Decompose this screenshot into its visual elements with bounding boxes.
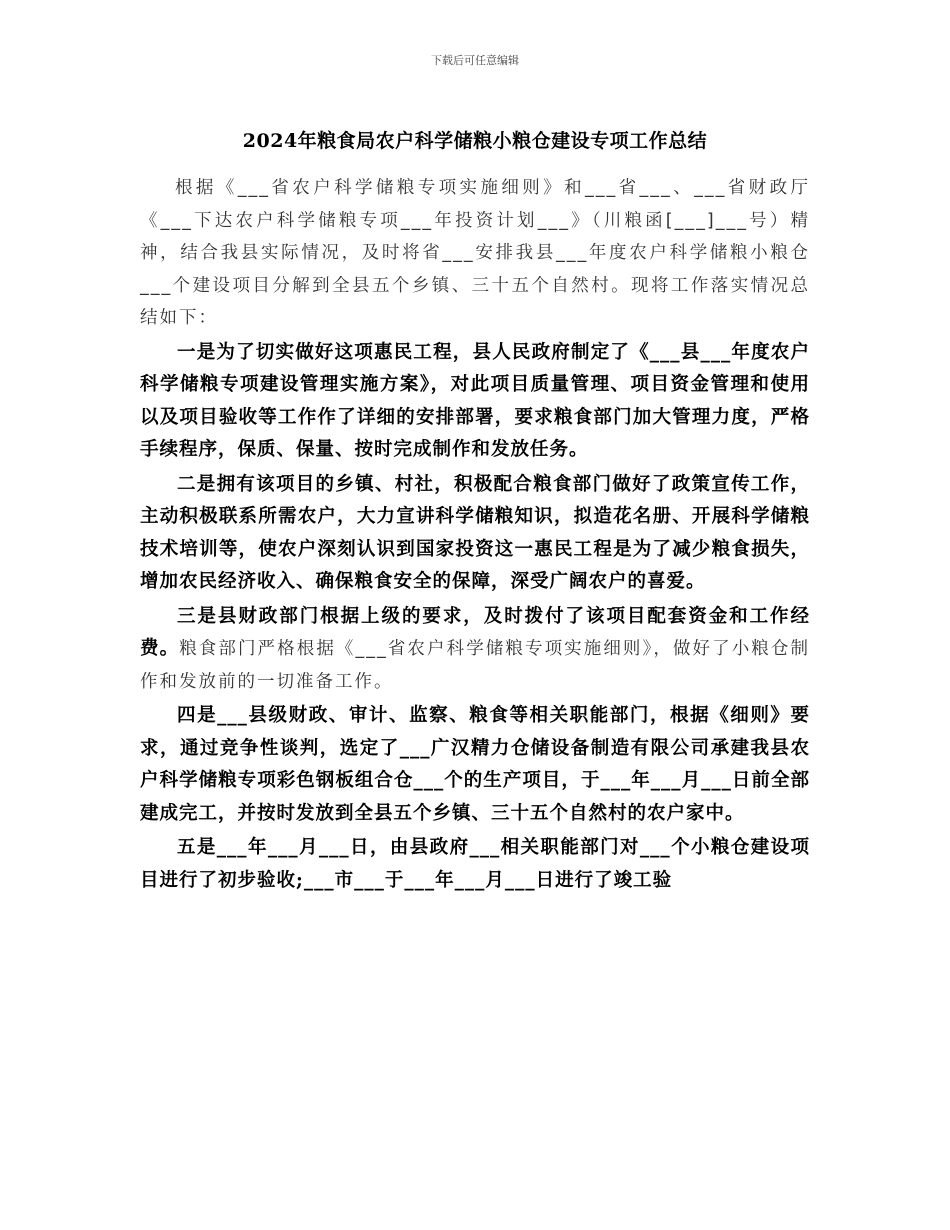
paragraph-4: 四是___县级财政、审计、监察、粮食等相关职能部门，根据《细则》要求，通过竞争性谈判，选定了___广汉精力仓储设备制造有限公司承建我县农户科学储粮专项彩色钢板组合仓___个的生产项目，于___年___月___日前全部建成完工，并按时发放到全县五个乡镇、三十五个自然村的农户家中。 xyxy=(140,705,810,824)
paragraph-3-bold: 三是县财政部门根据上级的要求，及时拨付了该项目配套资金和工作经费。 xyxy=(140,605,810,659)
paragraph-3-light: 粮食部门严格根据《___省农户科学储粮专项实施细则》，做好了小粮仓制作和发放前的一切准备工作。 xyxy=(140,639,810,692)
document-body xyxy=(140,172,810,899)
paragraph-2: 二是拥有该项目的乡镇、村社，积极配合粮食部门做好了政策宣传工作，主动积极联系所需农户，大力宣讲科学储粮知识，拟造花名册、开展科学储粮技术培训等，使农户深刻认识到国家投资这一惠民工程是为了减少粮食损失，增加农民经济收入、确保粮食安全的保障，深受广阔农户的喜爱。 xyxy=(140,473,810,592)
paragraph-3 xyxy=(140,601,810,699)
paragraph-1: 一是为了切实做好这项惠民工程，县人民政府制定了《___县___年度农户科学储粮专项建设管理实施方案》，对此项目质量管理、项目资金管理和使用以及项目验收等工作作了详细的安排部署，要求粮食部门加大管理力度，严格手续程序，保质、保量、按时完成制作和发放任务。 xyxy=(140,341,810,460)
page-header-note: 下载后可任意编辑 xyxy=(431,54,519,67)
paragraph-5: 五是___年___月___日，由县政府___相关职能部门对___个小粮仓建设项目进行了初步验收;___市___于___年___月___日进行了竣工验 xyxy=(140,837,810,891)
paragraph-intro: 根据《___省农户科学储粮专项实施细则》和___省___、___省财政厅《___下达农户科学储粮专项___年投资计划___》（川粮函[___]___号）精神，结合我县实际情况，及时将省___安排我县___年度农户科学储粮小粮仓___个建设项目分解到全县五个乡镇、三十五个自然村。现将工作落实情况总结如下： xyxy=(140,178,810,328)
document-title: 2024年粮食局农户科学储粮小粮仓建设专项工作总结 xyxy=(242,130,708,152)
